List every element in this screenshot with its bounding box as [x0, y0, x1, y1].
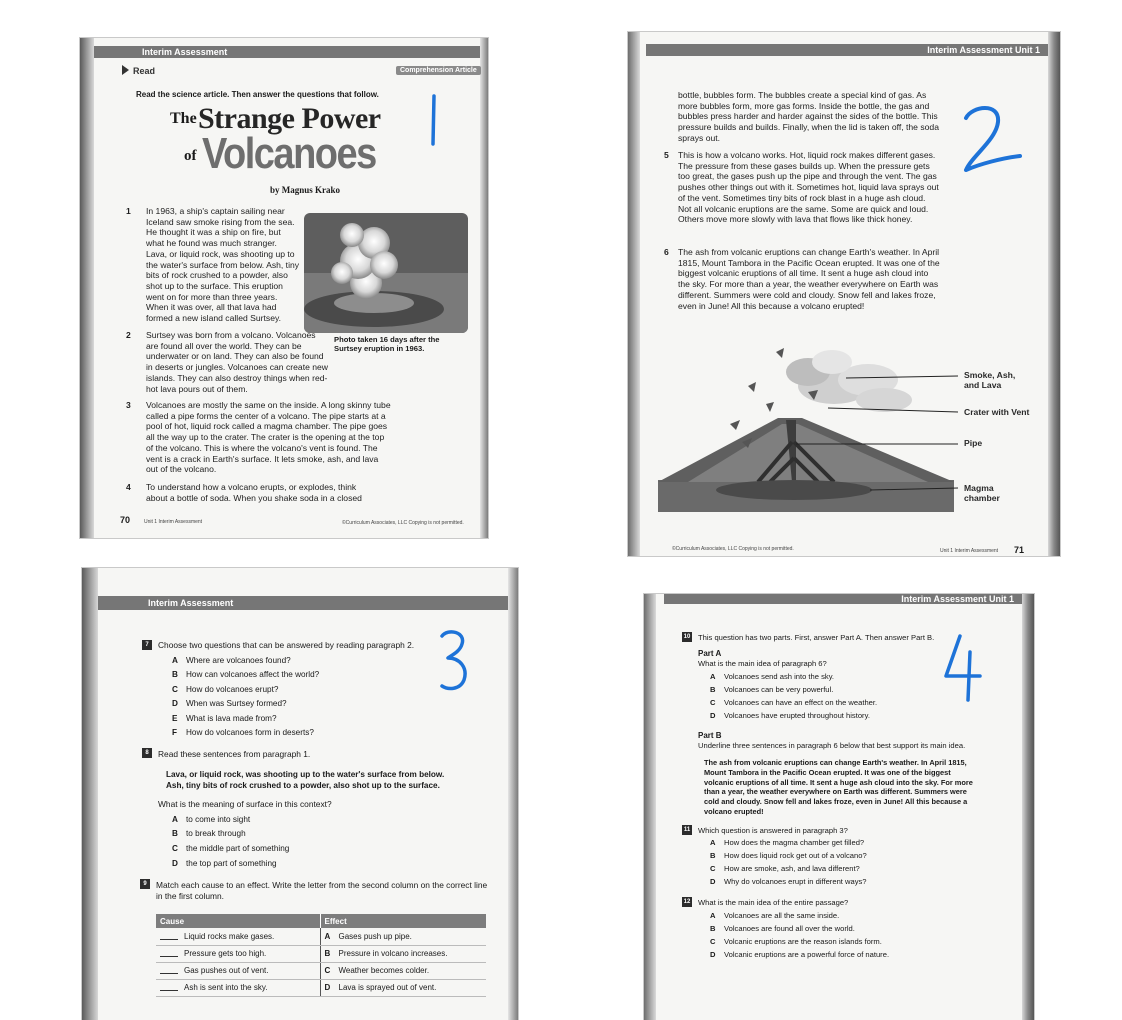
byline: by Magnus Krako	[270, 185, 341, 195]
option-text: the top part of something	[186, 859, 277, 868]
title-main: Strange Power	[198, 102, 381, 135]
option-letter: C	[710, 864, 716, 873]
option-text: Volcanoes have erupted throughout history.	[724, 711, 870, 720]
effect-letter: D	[324, 983, 331, 992]
q8-option-a[interactable]	[172, 814, 250, 825]
page-4-edge	[644, 594, 656, 1020]
q12-option-a[interactable]	[710, 910, 839, 921]
question-8-quote: Lava, or liquid rock, was shooting up to the water's surface from below. Ash, tiny bits of rock crushed to a powder, also shot up to the surface.	[166, 770, 445, 790]
option-text: How do volcanoes form in deserts?	[186, 728, 314, 737]
option-text: When was Surtsey formed?	[186, 699, 287, 708]
effect-cell	[320, 962, 486, 979]
option-letter: D	[710, 711, 716, 720]
option-letter: B	[710, 924, 716, 933]
diagram-label-pipe: Pipe	[964, 438, 983, 448]
effect-text: Gases push up pipe.	[338, 931, 412, 941]
q10-option-c[interactable]	[710, 697, 877, 708]
question-7-badge: 7	[142, 640, 152, 650]
question-11-text: Which question is answered in paragraph 3?	[698, 826, 848, 835]
option-letter: D	[710, 950, 716, 959]
handwritten-number-4	[940, 632, 984, 707]
effect-letter: A	[324, 931, 331, 941]
option-text: the middle part of something	[186, 844, 290, 853]
volcano-diagram	[658, 332, 958, 521]
q10-option-a[interactable]	[710, 671, 834, 682]
diagram-label-magma: Magma chamber	[964, 483, 1000, 503]
paragraph-number: 5	[664, 150, 669, 160]
effect-header: Effect	[320, 914, 486, 928]
paragraph-4-continued: bottle, bubbles form. The bubbles create a special kind of gas. As more bubbles form, more gas forms. Inside the bottle, the gas and bubbles press harder and harder against the sides of the bottle. This pressure builds and builds. Finally, when the lid is taken off, the soda sprays out.	[678, 90, 939, 143]
paragraph-number: 2	[126, 330, 131, 340]
table-row	[156, 928, 486, 945]
question-10-badge: 10	[683, 634, 691, 640]
paragraph-number: 3	[126, 400, 131, 410]
paragraph-3	[126, 400, 392, 475]
effect-cell	[320, 979, 486, 996]
page-3-edge	[508, 568, 518, 1020]
cause-text: Gas pushes out of vent.	[184, 966, 269, 975]
page-1-header: Interim Assessment	[94, 46, 480, 58]
option-letter: D	[172, 699, 178, 708]
diagram-label-crater: Crater with Vent	[964, 407, 1030, 417]
paragraph-2	[126, 330, 330, 394]
option-letter: A	[172, 815, 178, 824]
option-letter: A	[710, 838, 716, 847]
handwritten-number-2	[958, 104, 1024, 179]
question-11-badge: 11	[683, 827, 691, 833]
paragraph-text: This is how a volcano works. Hot, liquid rock makes different gases. The pressure from these gases builds up. When the pressure gets too great, the gases push up the pipe and through the vent. The gas pushes other things out with it. Sometimes hot, liquid lava sprays out of the vent. Sometimes tiny bits of rock blast in a huge ash cloud. Not all volcanic eruptions are the same. Some are quick and loud. Others move more slowly with lava that flows like thick honey.	[678, 150, 939, 225]
page-2-edge	[628, 32, 640, 556]
option-text: How are smoke, ash, and lava different?	[724, 864, 860, 873]
paragraph-number: 6	[664, 247, 669, 257]
q11-option-d[interactable]	[710, 876, 867, 887]
q8-option-b[interactable]	[172, 828, 246, 839]
page-2	[628, 32, 1060, 556]
cause-cell	[156, 945, 320, 962]
page-number: 70	[120, 515, 131, 525]
paragraph-4	[126, 482, 376, 503]
page-2-header: Interim Assessment Unit 1	[646, 44, 1048, 56]
option-letter: E	[172, 714, 178, 723]
paragraph-text: Surtsey was born from a volcano. Volcanoes are found all over the world. They can be underwater or on land. They can also be found in deserts or jungles. Volcanoes can create new islands. They can also destroy things when red-hot lava pours out of them.	[146, 330, 329, 394]
part-b-passage[interactable]: The ash from volcanic eruptions can change Earth's weather. In April 1815, Mount Tambora in the Pacific Ocean erupted. It was one of the biggest volcanic eruptions of all time. It sent a huge ash cloud into the sky. For more than a year, the weather everywhere on Earth was different. Summers were cold and cloudy. Snow fell and lakes froze, even in June! All this because a volcano erupted!	[704, 758, 973, 816]
answer-blank[interactable]	[160, 949, 178, 957]
option-letter: B	[710, 685, 716, 694]
q11-option-a[interactable]	[710, 837, 864, 848]
cause-cell	[156, 962, 320, 979]
title-volcanoes: Volcanoes	[202, 130, 376, 179]
effect-cell	[320, 945, 486, 962]
option-text: Volcanic eruptions are the reason islands form.	[724, 937, 882, 946]
effect-text: Pressure in volcano increases.	[338, 949, 448, 958]
part-a-label: Part A	[698, 649, 722, 658]
option-letter: A	[172, 656, 178, 665]
q7-option-c[interactable]	[172, 684, 278, 695]
option-text: Volcanoes can be very powerful.	[724, 685, 834, 694]
option-text: Volcanoes send ash into the sky.	[724, 672, 835, 681]
title-of: of	[184, 148, 197, 164]
page-4-spine	[1022, 594, 1034, 1020]
footer-left: ©Curriculum Associates, LLC Copying is not permitted.	[672, 546, 794, 552]
q11-option-c[interactable]	[710, 863, 860, 874]
q7-option-d[interactable]	[172, 698, 287, 709]
question-9-text: Match each cause to an effect. Write the letter from the second column on the correct line in the first column.	[156, 880, 488, 901]
page-3	[82, 568, 518, 1020]
paragraph-text: To understand how a volcano erupts, or explodes, think about a bottle of soda. When you shake soda in a closed	[146, 482, 362, 503]
page-2-spine	[1048, 32, 1060, 556]
option-text: What is lava made from?	[186, 714, 277, 723]
paragraph-1	[126, 206, 300, 324]
table-row	[156, 979, 486, 996]
category-badge: Comprehension Article	[396, 66, 481, 75]
question-8-text: Read these sentences from paragraph 1.	[158, 749, 311, 759]
option-letter: A	[710, 672, 716, 681]
option-text: Volcanoes are found all over the world.	[724, 924, 855, 933]
cause-text: Pressure gets too high.	[184, 949, 267, 958]
option-text: Why do volcanoes erupt in different ways?	[724, 877, 867, 886]
paragraph-6	[664, 247, 940, 311]
read-label: Read	[122, 65, 155, 76]
page-1-edge	[480, 38, 488, 538]
q12-option-b[interactable]	[710, 923, 855, 934]
option-letter: A	[710, 911, 716, 920]
surtsey-photo	[304, 213, 468, 333]
table-row	[156, 945, 486, 962]
option-text: Volcanoes are all the same inside.	[724, 911, 840, 920]
q7-option-a[interactable]	[172, 655, 291, 666]
answer-blank[interactable]	[160, 966, 178, 974]
paragraph-text: In 1963, a ship's captain sailing near Iceland saw smoke rising from the sea. He thought it was a ship on fire, but what he found was much stranger. Lava, or liquid rock, was shooting up to the water's surface from below. Ash, tiny bits of rock crushed to a powder, also shot up to the surface. This eruption went on for more than three years. When it was over, all that lava had formed a new island called Surtsey.	[146, 206, 300, 324]
q8-option-d[interactable]	[172, 858, 277, 869]
page-1-spine	[80, 38, 94, 538]
page-3-header: Interim Assessment	[98, 596, 508, 610]
option-letter: B	[172, 829, 178, 838]
option-letter: B	[710, 851, 716, 860]
paragraph-text: The ash from volcanic eruptions can change Earth's weather. In April 1815, Mount Tambora in the Pacific Ocean erupted. It was one of the biggest volcanic eruptions of all time. It sent a huge ash cloud into the sky. For more than a year, the weather everywhere on Earth was different. Summers were cold and cloudy. Snow fell and lakes froze, even in June! All this because a volcano erupted!	[678, 247, 940, 311]
q8-option-c[interactable]	[172, 843, 289, 854]
option-text: How does liquid rock get out of a volcano?	[724, 851, 867, 860]
footer-left: Unit 1 Interim Assessment	[144, 519, 203, 525]
diagram-label-smoke: Smoke, Ash, and Lava	[964, 370, 1016, 390]
option-letter: D	[710, 877, 716, 886]
footer-right: ©Curriculum Associates, LLC Copying is not permitted.	[342, 520, 464, 526]
option-text: Volcanoes can have an effect on the weather.	[724, 698, 878, 707]
cause-effect-table	[156, 914, 486, 997]
question-10-text: This question has two parts. First, answer Part A. Then answer Part B.	[698, 633, 935, 642]
paragraph-text: Volcanoes are mostly the same on the inside. A long skinny tube called a pipe forms the center of a volcano. The pipe starts at a pool of hot, liquid rock called a magma chamber. The pipe goes all the way up to the crater. The crater is the opening at the top of the volcano. This is where the volcano's vent is found. The vent is a crack in Earth's surface. It lets smoke, ash, and lava out of the volcano.	[146, 400, 391, 475]
cause-header: Cause	[156, 914, 320, 928]
q12-option-c[interactable]	[710, 936, 882, 947]
paragraph-5	[664, 150, 940, 225]
q7-option-b[interactable]	[172, 669, 319, 680]
question-12-badge: 12	[683, 899, 691, 905]
effect-text: Lava is sprayed out of vent.	[338, 983, 437, 992]
effect-cell	[320, 928, 486, 945]
option-text: How do volcanoes erupt?	[186, 685, 279, 694]
cause-cell	[156, 979, 320, 996]
part-a-text: What is the main idea of paragraph 6?	[698, 659, 827, 668]
q10-option-d[interactable]	[710, 710, 870, 721]
part-b-text: Underline three sentences in paragraph 6 below that best support its main idea.	[698, 741, 966, 750]
option-letter: C	[172, 685, 178, 694]
page-number: 71	[1014, 545, 1025, 555]
answer-blank[interactable]	[160, 983, 178, 991]
paragraph-number: 1	[126, 206, 131, 216]
footer-right: Unit 1 Interim Assessment	[940, 548, 999, 554]
question-9-badge: 9	[140, 879, 150, 889]
page-4-header: Interim Assessment Unit 1	[664, 594, 1022, 604]
part-b-label: Part B	[698, 731, 722, 740]
cause-text: Ash is sent into the sky.	[184, 983, 268, 992]
option-text: How can volcanoes affect the world?	[186, 670, 320, 679]
effect-text: Weather becomes colder.	[338, 966, 430, 975]
option-text: to break through	[186, 829, 246, 838]
instruction-text: Read the science article. Then answer the questions that follow.	[136, 90, 379, 99]
q12-option-d[interactable]	[710, 949, 889, 960]
effect-letter: C	[324, 966, 331, 975]
page-3-spine	[82, 568, 98, 1020]
option-text: How does the magma chamber get filled?	[724, 838, 865, 847]
question-8-badge: 8	[142, 748, 152, 758]
handwritten-number-1	[428, 94, 440, 151]
option-letter: D	[172, 859, 178, 868]
q7-option-e[interactable]	[172, 713, 277, 724]
q11-option-b[interactable]	[710, 850, 867, 861]
question-12-text: What is the main idea of the entire passage?	[698, 898, 849, 907]
page-1	[80, 38, 488, 538]
answer-blank[interactable]	[160, 932, 178, 940]
effect-letter: B	[324, 949, 331, 958]
photo-caption: Photo taken 16 days after the Surtsey eruption in 1963.	[334, 335, 440, 353]
cause-cell	[156, 928, 320, 945]
q7-option-f[interactable]	[172, 727, 314, 738]
cause-text: Liquid rocks make gases.	[184, 931, 275, 941]
option-letter: C	[172, 844, 178, 853]
option-letter: C	[710, 937, 716, 946]
option-letter: C	[710, 698, 716, 707]
option-text: Volcanic eruptions are a powerful force of nature.	[724, 950, 890, 959]
handwritten-number-3	[438, 628, 468, 697]
table-row	[156, 962, 486, 979]
title-the: The	[170, 110, 197, 127]
option-letter: B	[172, 670, 178, 679]
paragraph-number: 4	[126, 482, 131, 492]
page-4	[644, 594, 1034, 1020]
question-8-prompt: What is the meaning of surface in this context?	[158, 799, 332, 809]
option-letter: F	[172, 728, 178, 737]
question-7-text: Choose two questions that can be answered by reading paragraph 2.	[158, 640, 415, 650]
option-text: to come into sight	[186, 815, 251, 824]
q10-option-b[interactable]	[710, 684, 833, 695]
option-text: Where are volcanoes found?	[186, 656, 291, 665]
